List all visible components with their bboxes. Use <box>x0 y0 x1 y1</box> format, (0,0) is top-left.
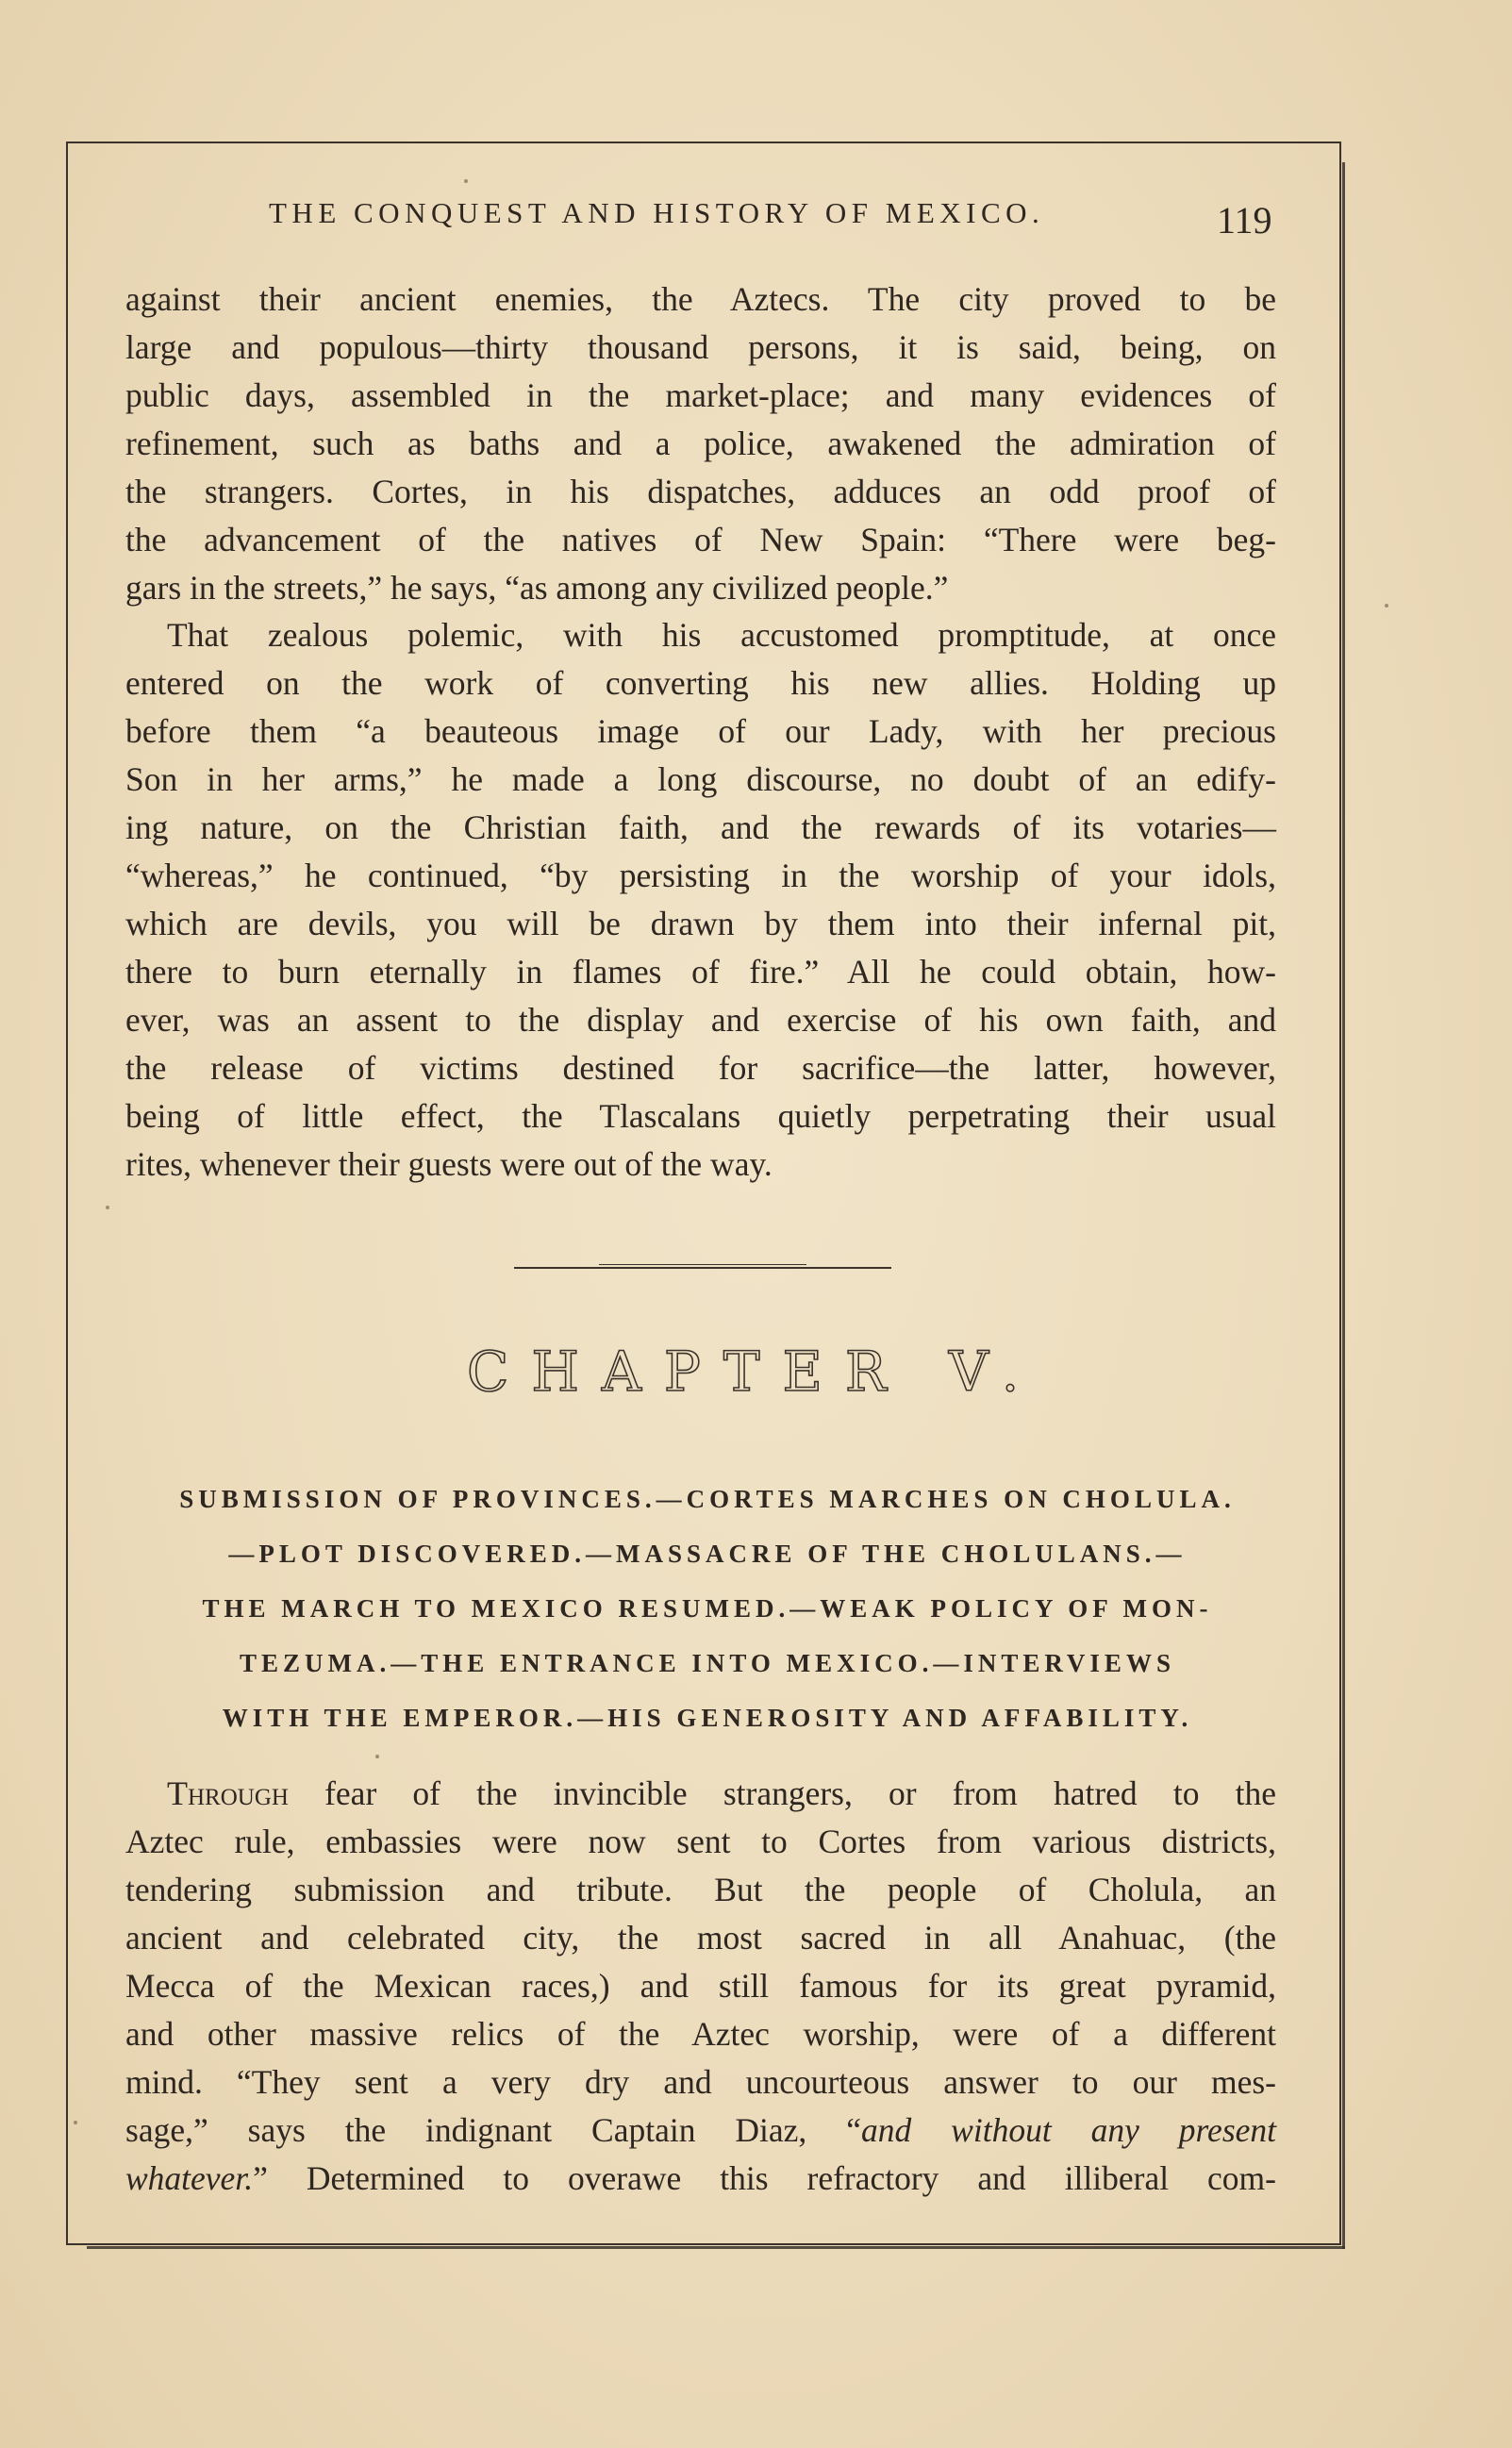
paragraph-2 <box>125 611 1276 1189</box>
summary-line: SUBMISSION OF PROVINCES.—CORTES MARCHES ON CHOLULA. <box>179 1485 1236 1513</box>
paper-speck <box>106 1206 109 1209</box>
text-line: ever, was an assent to the display and exercise of his own faith, and <box>125 1001 1276 1039</box>
chapter-title: CHAPTER V. <box>467 1340 1042 1404</box>
line-start: sage,” says the indignant Captain Diaz, “ <box>125 2111 861 2149</box>
text-line: and other massive relics of the Aztec worship, were of a different <box>125 2015 1276 2053</box>
text-line: being of little effect, the Tlascalans quietly perpetrating their usual <box>125 1097 1276 1135</box>
summary-line: —PLOT DISCOVERED.—MASSACRE OF THE CHOLULANS.— <box>228 1540 1187 1568</box>
text-line: the advancement of the natives of New Spain: “There were beg- <box>125 521 1276 558</box>
text-line: Aztec rule, embassies were now sent to Cortes from various districts, <box>125 1823 1276 1860</box>
text-line: the release of victims destined for sacrifice—the latter, however, <box>125 1049 1276 1087</box>
text-line <box>125 2155 1276 2203</box>
chapter-summary <box>123 1472 1292 1745</box>
running-head: THE CONQUEST AND HISTORY OF MEXICO. <box>269 196 1045 229</box>
text-line <box>125 2107 1276 2155</box>
paper-speck <box>375 1755 379 1758</box>
text-line: tendering submission and tribute. But the people of Cholula, an <box>125 1871 1276 1908</box>
text-line <box>125 1770 1276 1818</box>
summary-line: THE MARCH TO MEXICO RESUMED.—WEAK POLICY OF MON- <box>202 1594 1213 1623</box>
opening-word: Through <box>167 1774 289 1812</box>
paragraph-3 <box>125 1770 1276 2203</box>
text-line: ing nature, on the Christian faith, and the rewards of its votaries— <box>125 808 1276 846</box>
paragraph-1 <box>125 275 1276 612</box>
text-line: mind. “They sent a very dry and uncourteous answer to our mes- <box>125 2063 1276 2101</box>
summary-line: TEZUMA.—THE ENTRANCE INTO MEXICO.—INTERVIEWS <box>240 1649 1175 1677</box>
text-line: Mecca of the Mexican races,) and still famous for its great pyramid, <box>125 1967 1276 2005</box>
italic-phrase: and without any present <box>860 2111 1276 2149</box>
text-line: Son in her arms,” he made a long discourse, no doubt of an edify- <box>125 760 1276 798</box>
text-line: against their ancient enemies, the Aztecs. The city proved to be <box>125 280 1276 318</box>
text-line: “whereas,” he continued, “by persisting in the worship of your idols, <box>125 857 1276 894</box>
paper-speck <box>464 179 468 183</box>
page-number: 119 <box>1217 199 1272 241</box>
section-divider-rule <box>514 1267 891 1269</box>
text-line: public days, assembled in the market-place; and many evidences of <box>125 376 1276 414</box>
text-line: ancient and celebrated city, the most sacred in all Anahuac, (the <box>125 1919 1276 1957</box>
text-line: which are devils, you will be drawn by them into their infernal pit, <box>125 905 1276 942</box>
text-line: the strangers. Cortes, in his dispatches, adduces an odd proof of <box>125 473 1276 510</box>
text-line: rites, whenever their guests were out of the way. <box>125 1145 773 1183</box>
text-line: large and populous—thirty thousand persons, it is said, being, on <box>125 328 1276 366</box>
summary-line: WITH THE EMPEROR.—HIS GENEROSITY AND AFFABILITY. <box>222 1704 1193 1732</box>
text-line: That zealous polemic, with his accustomed promptitude, at once <box>167 616 1276 654</box>
paper-speck <box>1385 604 1388 608</box>
text-line: gars in the streets,” he says, “as among any civilized people.” <box>125 569 949 607</box>
line-rest: ” Determined to overawe this refractory and illiberal com- <box>253 2159 1276 2197</box>
italic-word: whatever. <box>125 2159 254 2197</box>
line-rest: fear of the invincible strangers, or from hatred to the <box>288 1774 1276 1812</box>
text-line: refinement, such as baths and a police, awakened the admiration of <box>125 425 1276 462</box>
paper-speck <box>74 2121 77 2124</box>
text-line: entered on the work of converting his new allies. Holding up <box>125 664 1276 702</box>
text-line: there to burn eternally in flames of fire.” All he could obtain, how- <box>125 953 1276 991</box>
text-line: before them “a beauteous image of our Lady, with her precious <box>125 712 1276 750</box>
